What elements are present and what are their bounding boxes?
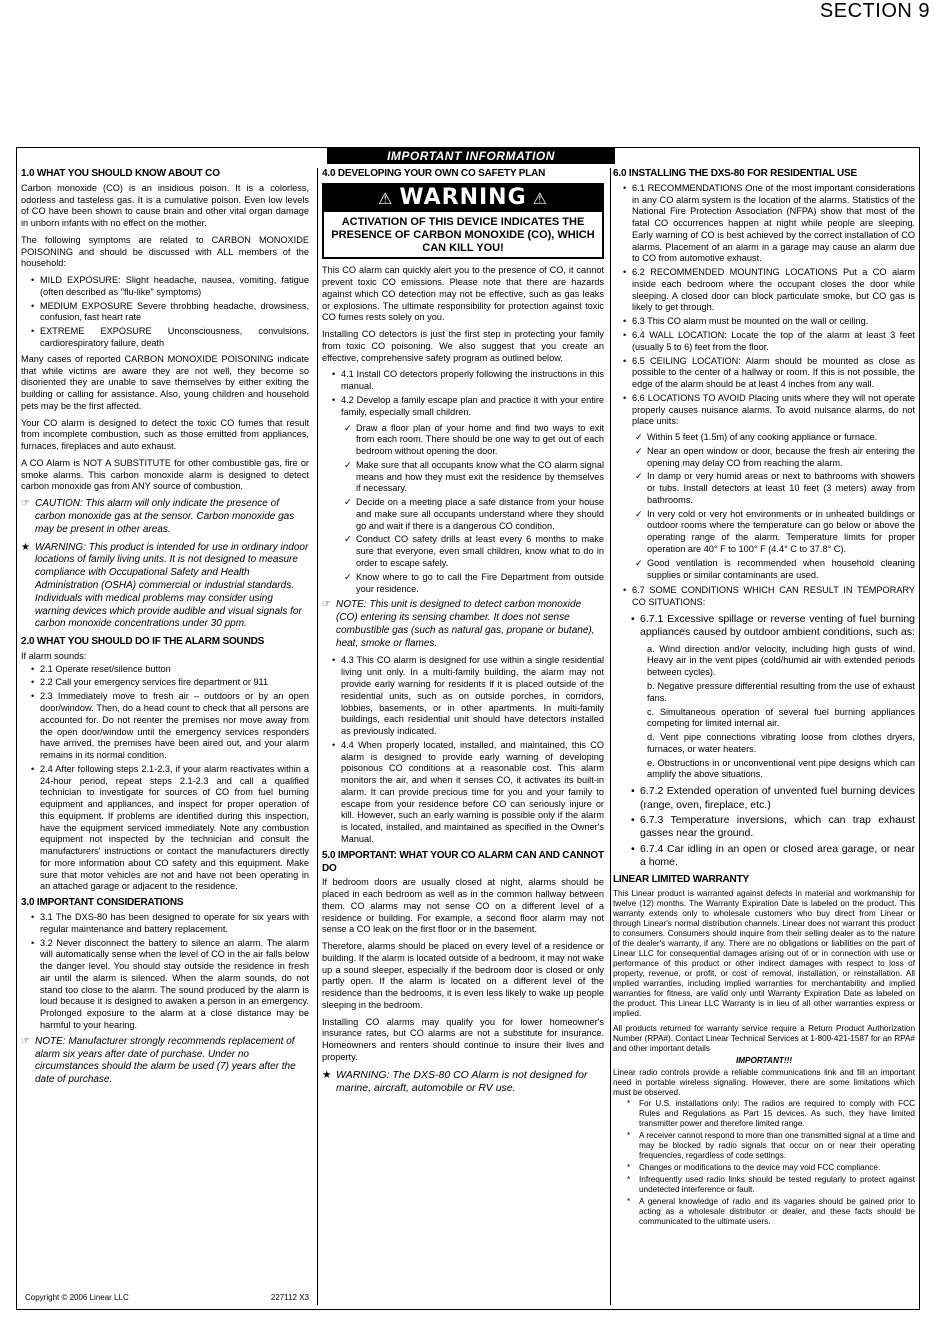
list-item: * Changes or modifications to the device may void FCC compliance. [627, 1163, 915, 1173]
list-item: d. Vent pipe connections vibrating loose from clothes dryers, furnaces, or water heaters. [647, 732, 915, 754]
section-label: SECTION 9 [819, 0, 930, 22]
avoid-checklist [613, 432, 915, 581]
list-item: • 6.3 This CO alarm must be mounted on the wall or ceiling. [623, 316, 915, 328]
checklist-item: ✓ Make sure that all occupants know what the CO alarm signal means and how they must exit the residence by themselves if necessary. [344, 460, 604, 495]
list-item: • 6.7.1 Excessive spillage or reverse venting of fuel burning appliances caused by outdoor ambient conditions, such as: [631, 613, 915, 640]
paragraph: If bedroom doors are usually closed at night, alarms should be placed in each bedroom as well as in the common hallway between them. CO alarms may not sense CO on a different level of a residence or building. For example, a second floor alarm may not sense a CO leak on the first floor or in the basement. [322, 877, 604, 935]
pointing-hand-icon: ☞ [21, 498, 30, 510]
checklist-item: ✓ Know where to go to call the Fire Department from outside your residence. [344, 572, 604, 596]
checklist-item: ✓ Good ventilation is recommended when household cleaning supplies or similar contaminants are used. [635, 558, 915, 582]
symptom-mild: • MILD EXPOSURE: Slight headache, nausea, vomiting, fatigue (often described as "flu-like" symptoms) [31, 275, 309, 299]
copyright: Copyright © 2006 Linear LLC [25, 1292, 129, 1302]
list-item: • 3.2 Never disconnect the battery to silence an alarm. The alarm will automatically sense when the level of CO in the air falls below the danger level. You should stay outside the residence in fresh air until the alarm is silenced. When the alarm sounds, do not stand too close to the alarm. The sound produced by the alarm is loud because it is designed to awaken a person in an emergency. Prolonged exposure to the alarm at a close distance may be harmful to your hearing. [31, 938, 309, 1032]
note-text: NOTE: This unit is designed to detect carbon monoxide (CO) entering its sensing chamber. It does not sense combustible gas (such as natural gas, propane or butane), heat, smoke or flames. [336, 599, 595, 649]
document-number: 227112 X3 [270, 1292, 309, 1302]
list-item: • 6.7.4 Car idling in an open or closed area garage, or near a home. [631, 843, 915, 870]
paragraph: Therefore, alarms should be placed on every level of a residence or building. If the alarm is located outside of a bedroom, it may not wake up a sound sleeper, especially if the bedroom door is closed or only partly open. If the alarm is located on a different level of the residence than the bedrooms, it is even less likely to wake up people sleeping in the bedroom. [322, 941, 604, 1010]
list-item: * For U.S. installations only: The radios are required to comply with FCC Rules and Regulations as Part 15 devices. As such, they have limited transmitter power and therefore limited range. [627, 1099, 915, 1129]
marine-warning [322, 1069, 604, 1096]
column-1 [21, 168, 309, 1305]
section-6-title: 6.0 INSTALLING THE DXS-80 FOR RESIDENTIAL USE [613, 168, 857, 179]
list-item: • 6.6 LOCATIONS TO AVOID Placing units where they will not operate properly causes nuisance alarms. To avoid nuisance alarms, do not place units: [623, 393, 915, 428]
star-icon: ★ [21, 541, 30, 553]
copyright-footer [25, 1293, 309, 1303]
column-2 [317, 168, 611, 1305]
information-sheet [16, 147, 920, 1310]
alarm-steps-list [21, 664, 309, 894]
list-item: c. Simultaneous operation of several fuel burning appliances competing for limited internal air. [647, 706, 915, 729]
symptom-medium: • MEDIUM EXPOSURE Severe throbbing headache, drowsiness, confusion, fast heart rate [31, 301, 309, 325]
paragraph: Many cases of reported CARBON MONOXIDE POISONING indicate that while victims are aware they are not well, they become so disoriented they are unable to save themselves by either exiting the building or calling for assistance. Also, young children and household pets may be the first affected. [21, 353, 309, 411]
sub-conditions-list [613, 644, 915, 781]
radio-paragraph: Linear radio controls provide a reliable communications link and fill an important need in portable wireless signaling. However, there are some limitations which must be observed. [613, 1067, 915, 1097]
list-item: * A receiver cannot respond to more than one transmitted signal at a time and may be blocked by radio signals that occur on or near their operating frequencies, regardless of code settings. [627, 1131, 915, 1161]
note-text: NOTE: Manufacturer strongly recommends replacement of alarm six years after date of purchase. Under no circumstances should the alarm be used (7) years after the date of purchase. [35, 1035, 296, 1086]
section-1-title: 1.0 WHAT YOU SHOULD KNOW ABOUT CO [21, 168, 220, 179]
paragraph: Installing CO alarms may qualify you for lower homeowner's insurance rates, but CO alarms are not a substitute for insurance. Homeowners and renters should continue to insure their lives and property. [322, 1016, 604, 1063]
list-item: • 4.3 This CO alarm is designed for use within a single residential living unit only. In a multi-family building, the alarm may not provide early warning for residents if it is placed outside of the residential units, such as on outside porches, in corridors, lobbies, basements, or in other apartments. In multi-family buildings, each residential unit should have detectors installed as previously indicated. [332, 655, 604, 737]
list-item: • 6.5 CEILING LOCATION: Alarm should be mounted as close as possible to the center of a hallway or room. If this is not possible, the edge of the alarm should be at least 4 inches from any wall. [623, 356, 915, 391]
warranty-paragraph: All products returned for warranty service require a Return Product Authorization Number (RPA#). Contact Linear Technical Services at 1-800-421-1587 for an RPA# and other important details [613, 1023, 915, 1053]
section-2-title: 2.0 WHAT YOU SHOULD DO IF THE ALARM SOUNDS [21, 636, 265, 648]
warning-triangle-icon: ⚠ [378, 188, 394, 208]
section-3-title: 3.0 IMPORTANT CONSIDERATIONS [21, 897, 184, 909]
column-3 [613, 168, 915, 1305]
paragraph: Your CO alarm is designed to detect the toxic CO fumes that result from incomplete combustion, such as those emitted from appliances, furnaces, fireplaces and auto exhaust. [21, 417, 309, 452]
caution-note [21, 498, 309, 536]
paragraph: Installing CO detectors is just the first step in protecting your family from toxic CO poisoning. We also suggest that you create an effective, comprehensive safety program as outlined below. [322, 329, 604, 363]
section-4-title: 4.0 DEVELOPING YOUR OWN CO SAFETY PLAN [322, 168, 546, 179]
checklist-item: ✓ Conduct CO safety drills at least every 6 months to make sure that everyone, even small children, know what to do in order to escape safely. [344, 534, 604, 569]
checklist-item: ✓ Decide on a meeting place a safe distance from your house and make sure all occupants understand where they should go and wait if there is a dangerous CO condition. [344, 497, 604, 532]
warning-note [21, 542, 309, 632]
symptom-list [21, 275, 309, 350]
conditions-list [613, 613, 915, 640]
replacement-note [21, 1036, 309, 1087]
warning-title: WARNING [399, 184, 527, 210]
safety-plan-list-2 [322, 655, 604, 845]
sensing-note [322, 599, 604, 650]
checklist-item: ✓ Near an open window or door, because the fresh air entering the opening may delay CO from reaching the alarm. [635, 446, 915, 470]
pointing-hand-icon: ☞ [322, 599, 331, 611]
list-item: e. Obstructions in or unconventional vent pipe designs which can amplify the above situations. [647, 757, 915, 780]
paragraph: Carbon monoxide (CO) is an insidious poison. It is a colorless, odorless and tasteless gas. It is a cumulative poison. Even low levels of CO have been shown to cause brain and other vital organ damage in unborn infants with no effect on the mother. [21, 182, 309, 229]
list-item: • 2.3 Immediately move to fresh air – outdoors or by an open door/window. Then, do a head count to check that all persons are accounted for. Do not reenter the premises nor move away from the open door/window until the emergency services responders have arrived, the premises have been aired out, and your alarm remains in its normal condition. [31, 691, 309, 762]
considerations-list [21, 912, 309, 1032]
important-information-banner: IMPORTANT INFORMATION [327, 148, 615, 164]
escape-plan-checklist [322, 423, 604, 596]
warning-text: WARNING: The DXS-80 CO Alarm is not designed for marine, aircraft, automobile or RV use. [336, 1068, 588, 1095]
pointing-hand-icon: ☞ [21, 1035, 30, 1047]
list-item: a. Wind direction and/or velocity, including high gusts of wind. Heavy air in the vent pipes (cold/humid air with extended periods between cycles). [647, 643, 915, 678]
installation-list [613, 183, 915, 428]
paragraph: This CO alarm can quickly alert you to the presence of CO, it cannot prevent toxic CO emissions. Please note that there are hazards against which CO detection may not be effective, such as gas leaks or explosions. The ultimate responsibility for protection against toxic CO fumes rests solely on you. [322, 265, 604, 323]
list-item: • 4.2 Develop a family escape plan and practice it with your entire family, especially small children. [332, 395, 604, 419]
list-item: * Infrequently used radio links should be tested regularly to protect against undetected interference or fault. [627, 1175, 915, 1195]
list-item: • 2.1 Operate reset/silence button [31, 664, 309, 676]
conditions-list-2 [613, 785, 915, 870]
radio-limitations-list [613, 1099, 915, 1227]
warning-triangle-icon: ⚠ [532, 188, 548, 208]
checklist-item: ✓ Within 5 feet (1.5m) of any cooking appliance or furnace. [635, 432, 915, 444]
list-item: • 6.7 SOME CONDITIONS WHICH CAN RESULT IN TEMPORARY CO SITUATIONS: [623, 585, 915, 609]
list-item: • 3.1 The DXS-80 has been designed to operate for six years with regular maintenance and battery replacement. [31, 912, 309, 936]
star-icon: ★ [322, 1068, 332, 1081]
paragraph: If alarm sounds: [21, 650, 87, 661]
caution-text: CAUTION: This alarm will only indicate the presence of carbon monoxide gas at the sensor. Carbon monoxide gas may be present in other areas. [35, 498, 295, 535]
warning-subtitle: ACTIVATION OF THIS DEVICE INDICATES THE PRESENCE OF CARBON MONOXIDE (CO), WHICH CAN KILL YOU! [331, 215, 595, 255]
section-5-title: 5.0 IMPORTANT: WHAT YOUR CO ALARM CAN AND CANNOT DO [322, 849, 604, 874]
temporary-co-list [613, 585, 915, 609]
list-item: • 6.7.2 Extended operation of unvented fuel burning devices (range, oven, fireplace, etc.) [631, 785, 915, 812]
checklist-item: ✓ In damp or very humid areas or next to bathrooms with showers or tubs. Install detectors at least 10 feet (3 meters) away from bathrooms. [635, 471, 915, 506]
list-item: • 6.4 WALL LOCATION: Locate the top of the alarm at least 3 feet (usually 5 to 6) feet from the floor. [623, 330, 915, 354]
important-heading: IMPORTANT!!! [735, 1055, 793, 1065]
list-item: b. Negative pressure differential resulting from the use of exhaust fans. [647, 681, 915, 703]
list-item: • 4.4 When properly located, installed, and maintained, this CO alarm is designed to provide early warning of developing poisonous CO conditions at a reasonable cost. This alarm monitors the air, and when it senses CO, it activates its built-in alarm. It can provide precious time for you and your family to escape from your residence before CO can seriously injure or kill. However, such an early warning is possible only if the alarm is located, installed, and maintained as specified in the Owner's Manual. [332, 740, 604, 846]
list-item: • 2.4 After following steps 2.1-2.3, if your alarm reactivates within a 24-hour period, repeat steps 2.1-2.3 and call a qualified technician to investigate for sources of CO from fuel burning equipment and appliances, and inspect for proper operation of this equipment. If problems are identified during this inspection, have the equipment serviced immediately. Note any combustion equipment not inspected by the technician and consult the manufacturers' instructions or contact the manufacturers directly for more information about CO safety and this equipment. Make sure that motor vehicles are not and have not been operating in an attached garage or adjacent to the residence. [31, 764, 309, 893]
list-item: • 6.2 RECOMMENDED MOUNTING LOCATIONS Put a CO alarm inside each bedroom where the occupant closes the door while sleeping. A closed door can block particulate smoke, but CO gas is likely to get through. [623, 267, 915, 314]
paragraph: The following symptoms are related to CARBON MONOXIDE POISONING and should be discussed with ALL members of the household: [21, 234, 309, 269]
warranty-paragraph: This Linear product is warranted against defects in material and workmanship for twelve (12) months. The Warranty Expiration Date is labeled on the product. This warranty extends only to wholesale customers who buy direct from Linear or through Linear's normal distribution channels. Linear does not warrant this product to consumers. Consumers should inquire from their selling dealer as to the nature of the dealer's warranty, if any. There are no obligations or liabilities on the part of Linear LLC for consequential damages arising out of or in connection with use or performance of this product or other indirect damages with respect to loss of property, revenue, or profit, or cost of removal, installation, or reinstallation. All implied warranties, including implied warranties for merchantability and implied warranties for fitness, are valid only until Warranty Expiration Date as labeled on the product. This Linear LLC Warranty is in lieu of all other warranties express or implied. [613, 888, 915, 1018]
checklist-item: ✓ In very cold or very hot environments or in unheated buildings or outdoor rooms where the temperature can go below or above the operating range of the alarm. Temperature limits for proper operation are 40° F to 100° F (4.4° C to 37.8° C). [635, 509, 915, 556]
safety-plan-list [322, 369, 604, 418]
list-item: • 6.1 RECOMMENDATIONS One of the most important considerations in any CO alarm system is the location of the alarms. Statistics of the National Fire Protection Association (NFPA) show that most of the fatal CO occurrences happen at night while people are sleeping. Early warning of CO is best achieved by the correct installation of CO alarms. Placement of an alarm in a garage may cause an alarm due to CO from automotive exhaust. [623, 183, 915, 265]
list-item: • 6.7.3 Temperature inversions, which can trap exhaust gasses near the ground. [631, 814, 915, 841]
list-item: * A general knowledge of radio and its vagaries should be gained prior to acting as a wholesale distributor or dealer, and these facts should be communicated to the ultimate users. [627, 1197, 915, 1227]
symptom-extreme: • EXTREME EXPOSURE Unconsciousness, convulsions, cardiorespiratory failure, death [31, 326, 309, 350]
checklist-item: ✓ Draw a floor plan of your home and find two ways to exit from each room. There should be one way to get out of each bedroom without opening the door. [344, 423, 604, 458]
list-item: • 4.1 Install CO detectors properly following the instructions in this manual. [332, 369, 604, 393]
list-item: • 2.2 Call your emergency services fire department or 911 [31, 677, 309, 689]
warning-box [322, 183, 604, 260]
paragraph: A CO Alarm is NOT A SUBSTITUTE for other combustible gas, fire or smoke alarms. This carbon monoxide alarm is designed to detect carbon monoxide gas from ANY source of combustion. [21, 457, 309, 492]
warranty-title: LINEAR LIMITED WARRANTY [613, 873, 749, 885]
warning-text: WARNING: This product is intended for use in ordinary indoor locations of family living units. It is not designed to measure compliance with Occupational Safety and Health Administration (OSHA) commercial or industrial standards. Individuals with medical problems may consider using warning devices which provide audible and visual signals for carbon monoxide concentrations under 30 ppm. [35, 541, 309, 630]
warning-header [324, 185, 602, 212]
